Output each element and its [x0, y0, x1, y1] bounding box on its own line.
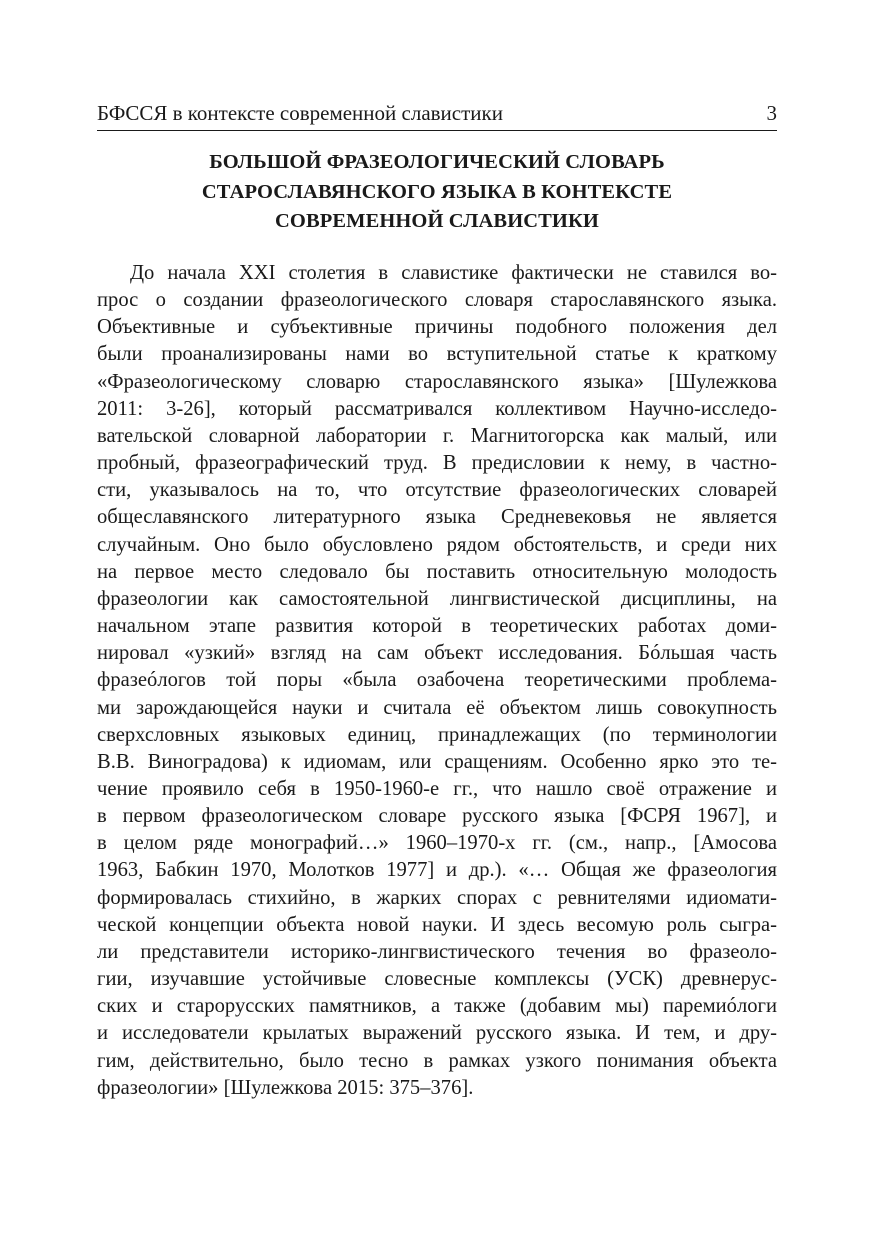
body-line: формировалась стихийно, в жарких спорах с ревнителями идиомати- — [97, 886, 777, 909]
body-line: в целом ряде монографий…» 1960–1970-х гг. (см., напр., [Амосова — [97, 832, 777, 855]
body-line: фразеóлогов той поры «была озабочена теоретическими проблема- — [97, 669, 777, 692]
body-line: начальном этапе развития которой в теоретических работах доми- — [97, 615, 777, 638]
body-line: «Фразеологическому словарю старославянского языка» [Шулежкова — [97, 370, 777, 393]
title-line: СТАРОСЛАВЯНСКОГО ЯЗЫКА В КОНТЕКСТЕ — [201, 180, 673, 203]
body-line: прос о создании фразеологического словаря старославянского языка. — [97, 289, 777, 312]
body-line: В.В. Виноградова) к идиомам, или сращениям. Особенно ярко это те- — [97, 750, 777, 773]
body-line: в первом фразеологическом словаре русского языка [ФСРЯ 1967], и — [97, 805, 777, 828]
page-number: 3 — [766, 101, 777, 125]
body-line: ли представители историко-лингвистического течения во фразеоло- — [97, 940, 777, 963]
body-line: фразеологии» [Шулежкова 2015: 375–376]. — [97, 1076, 474, 1099]
body-line: сти, указывалось на то, что отсутствие фразеологических словарей — [97, 479, 777, 502]
header-rule — [97, 130, 777, 131]
body-line: ми зарождающейся науки и считала её объектом лишь совокупность — [97, 696, 777, 719]
body-line: нировал «узкий» взгляд на сам объект исследования. Бóльшая часть — [97, 642, 777, 665]
body-line: 2011: 3-26], который рассматривался коллективом Научно-исследо- — [97, 397, 777, 420]
body-line: на первое место следовало бы поставить относительную молодость — [97, 560, 777, 583]
body-line: гии, изучавшие устойчивые словесные комплексы (УСК) древнерус- — [97, 968, 777, 991]
body-line: чение проявило себя в 1950-1960-е гг., что нашло своё отражение и — [97, 777, 777, 800]
article-title — [97, 148, 777, 237]
body-line: гим, действительно, было тесно в рамках узкого понимания объекта — [97, 1049, 777, 1072]
body-line: фразеологии как самостоятельной лингвистической дисциплины, на — [97, 587, 777, 610]
body-line: были проанализированы нами во вступительной статье к краткому — [97, 343, 777, 366]
body-line: До начала XXI столетия в славистике фактически не ставился во- — [130, 262, 777, 284]
body-line: ских и старорусских памятников, а также (добавим мы) паремиóлоги — [97, 995, 777, 1018]
body-line: ческой концепции объекта новой науки. И здесь весомую роль сыгра- — [97, 913, 777, 936]
article-body — [97, 260, 777, 1102]
body-line: 1963, Бабкин 1970, Молотков 1977] и др.). «… Общая же фразеология — [97, 859, 777, 882]
body-line: случайным. Оно было обусловлено рядом обстоятельств, и среди них — [97, 533, 777, 556]
body-line: сверхсловных языковых единиц, принадлежащих (по терминологии — [97, 723, 777, 746]
running-header — [97, 101, 777, 129]
body-line: общеславянского литературного языка Средневековья не является — [97, 506, 777, 529]
body-line: пробный, фразеографический труд. В предисловии к нему, в частно- — [97, 452, 777, 475]
body-line: Объективные и субъективные причины подобного положения дел — [97, 316, 777, 339]
title-line: СОВРЕМЕННОЙ СЛАВИСТИКИ — [275, 210, 599, 232]
running-title: БФССЯ в контексте современной славистики — [97, 101, 503, 125]
title-line: БОЛЬШОЙ ФРАЗЕОЛОГИЧЕСКИЙ СЛОВАРЬ — [209, 151, 665, 173]
body-line: и исследователи крылатых выражений русского языка. И тем, и дру- — [97, 1022, 777, 1045]
body-line: вательской словарной лаборатории г. Магнитогорска как малый, или — [97, 424, 777, 447]
